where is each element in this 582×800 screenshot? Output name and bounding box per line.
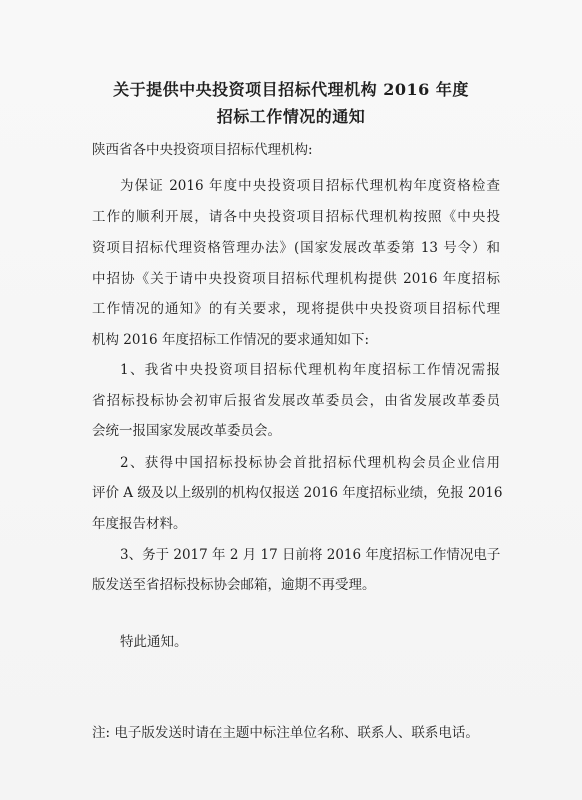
item-2-line: 评价 A 级及以上级别的机构仅报送 2016 年度招标业绩，免报 2016 <box>92 485 503 501</box>
item-3-line: 3、务于 2017 年 2 月 17 日前将 2016 年度招标工作情况电子 <box>120 547 501 563</box>
paragraph-1-line: 工作的顺利开展，请各中央投资项目招标代理机构按照《中央投 <box>92 209 500 225</box>
item-1-line: 省招标投标协会初审后报省发展改革委员会，由省发展改革委员 <box>92 393 500 409</box>
closing-text: 特此通知。 <box>120 634 188 650</box>
item-1-line: 1、我省中央投资项目招标代理机构年度招标工作情况需报 <box>120 362 500 378</box>
salutation: 陕西省各中央投资项目招标代理机构: <box>92 142 313 158</box>
paragraph-1-line: 机构 2016 年度招标工作情况的要求通知如下: <box>92 332 369 348</box>
item-1-line: 会统一报国家发展改革委员会。 <box>92 423 281 439</box>
document-title-line-2: 招标工作情况的通知 <box>216 107 366 126</box>
item-2-line: 2、获得中国招标投标协会首批招标代理机构会员企业信用 <box>120 455 500 471</box>
paragraph-1-line: 为保证 2016 年度中央投资项目招标代理机构年度资格检查 <box>120 178 500 194</box>
paragraph-1-line: 资项目招标代理资格管理办法》(国家发展改革委第 13 号令）和 <box>92 240 500 256</box>
item-2-line: 年度报告材料。 <box>92 516 187 532</box>
footnote: 注: 电子版发送时请在主题中标注单位名称、联系人、联系电话。 <box>92 725 479 741</box>
paragraph-1-line: 中招协《关于请中央投资项目招标代理机构提供 2016 年度招标 <box>92 271 500 287</box>
document-title-line-1: 关于提供中央投资项目招标代理机构 2016 年度 <box>113 80 469 99</box>
item-3-line: 版发送至省招标投标协会邮箱，逾期不再受理。 <box>92 577 376 593</box>
paragraph-1-line: 工作情况的通知》的有关要求，现将提供中央投资项目招标代理 <box>92 301 500 317</box>
